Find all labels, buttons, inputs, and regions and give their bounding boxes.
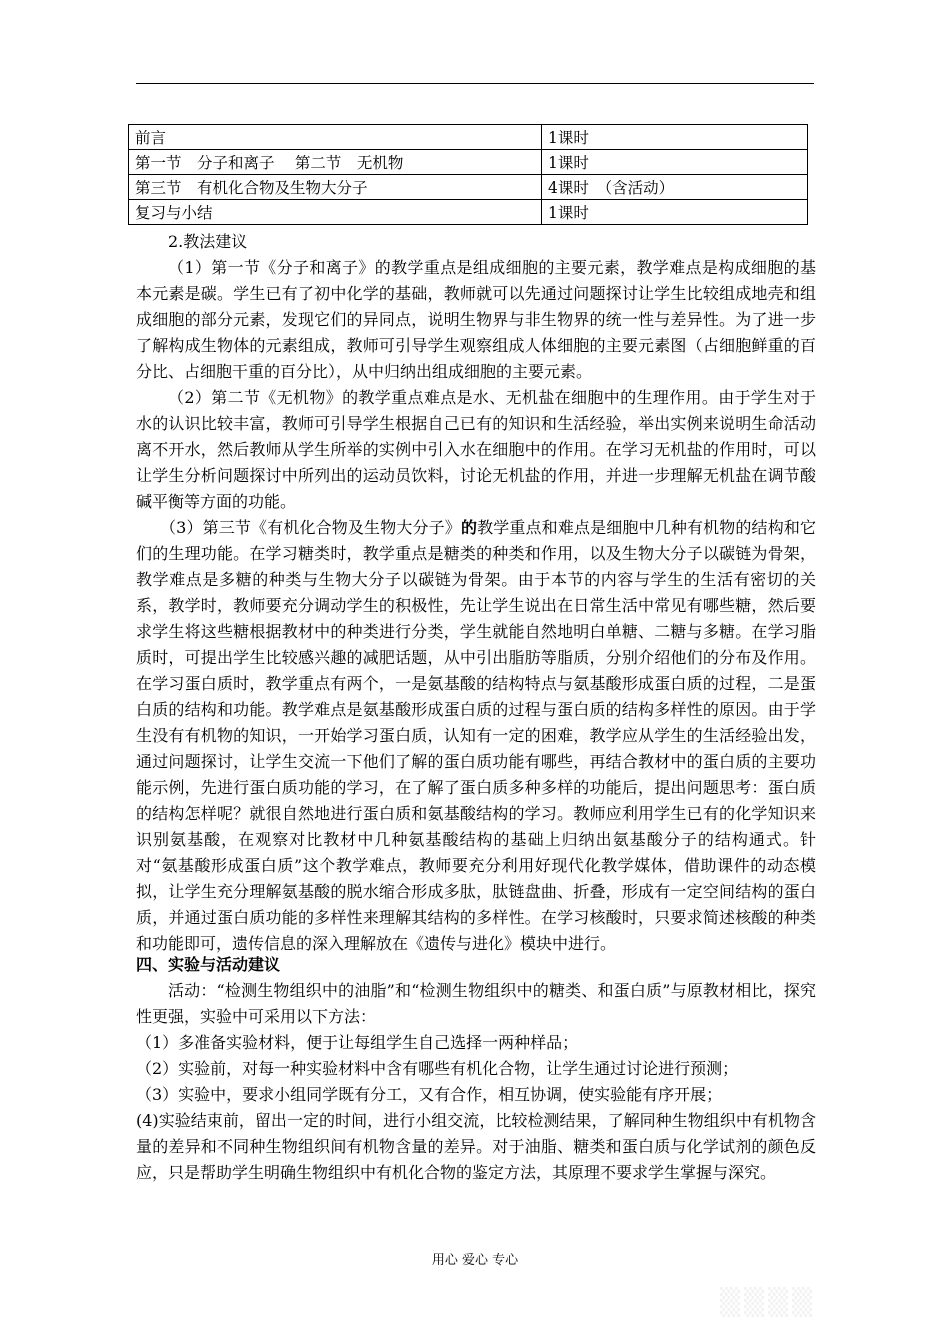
schedule-table xyxy=(128,124,808,225)
paragraph-3-bold: 的 xyxy=(460,518,478,537)
table-cell-topic: 复习与小结 xyxy=(129,200,542,225)
table-cell-topic: 前言 xyxy=(129,125,542,150)
paragraph-3-rest: 教学重点和难点是细胞中几种有机物的结构和它们的生理功能。在学习糖类时，教学重点是糖类的种类和作用，以及生物大分子以碳链为骨架，教学难点是多糖的种类与生物大分子以碳链为骨架。由于本节的内容与学生的生活有密切的关系，教学时，教师要充分调动学生的积极性，先让学生说出在日常生活中常见有哪些糖，然后要求学生将这些糖根据教材中的种类进行分类，学生就能自然地明白单糖、二糖与多糖。在学习脂质时，可提出学生比较感兴趣的减肥话题，从中引出脂肪等脂质，分别介绍他们的分布及作用。在学习蛋白质时，教学重点有两个，一是氨基酸的结构特点与氨基酸形成蛋白质的过程，二是蛋白质的结构和功能。教学难点是氨基酸形成蛋白质的过程与蛋白质的结构多样性的原因。由于学生没有有机物的知识，一开始学习蛋白质，认知有一定的困难，教学应从学生的生活经验出发，通过问题探讨，让学生交流一下他们了解的蛋白质功能有哪些，再结合教材中的蛋白质的主要功能示例，先进行蛋白质功能的学习，在了解了蛋白质多种多样的功能后，提出问题思考：蛋白质的结构怎样呢？就很自然地进行蛋白质和氨基酸结构的学习。教师应利用学生已有的化学知识来识别氨基酸，在观察对比教材中几种氨基酸结构的基础上归纳出氨基酸分子的结构通式。针对“氨基酸形成蛋白质”这个教学难点，教师要充分利用好现代化教学媒体，借助课件的动态模拟，让学生充分理解氨基酸的脱水缩合形成多肽，肽链盘曲、折叠，形成有一定空间结构的蛋白质，并通过蛋白质功能的多样性来理解其结构的多样性。在学习核酸时，只要求简述核酸的种类和功能即可，遗传信息的深入理解放在《遗传与进化》模块中进行。 xyxy=(136,518,816,953)
method-item: (4)实验结束前，留出一定的时间，进行小组交流，比较检测结果，了解同种生物组织中有机物含量的差异和不同种生物组织间有机物含量的差异。对于油脂、糖类和蛋白质与化学试剂的颜色反应，只是帮助学生明确生物组织中有机化合物的鉴定方法，其原理不要求学生掌握与深究。 xyxy=(136,1111,816,1182)
paragraph-2: （2）第二节《无机物》的教学重点难点是水、无机盐在细胞中的生理作用。由于学生对于水的认识比较丰富，教师可引导学生根据自己已有的知识和生活经验，举出实例来说明生命活动离不开水，然后教师从学生所举的实例中引入水在细胞中的作用。在学习无机盐的作用时，可以让学生分析问题探讨中所列出的运动员饮料，讨论无机盐的作用，并进一步理解无机盐在调节酸碱平衡等方面的功能。 xyxy=(136,388,816,511)
paragraph-3-prefix: （3）第三节《有机化合物及生物大分子》 xyxy=(160,518,461,537)
page-footer: 用心 爱心 专心 xyxy=(431,1253,519,1268)
table-cell-hours: 1课时 xyxy=(542,125,808,150)
table-row xyxy=(129,200,808,225)
paragraph-1: （1）第一节《分子和离子》的教学重点是组成细胞的主要元素，教学难点是构成细胞的基本元素是碳。学生已有了初中化学的基础，教师就可以先通过问题探讨让学生比较组成地壳和组成细胞的部分元素，发现它们的异同点，说明生物界与非生物界的统一性与差异性。为了进一步了解构成生物体的元素组成，教师可引导学生观察组成人体细胞的主要元素图（占细胞鲜重的百分比、占细胞干重的百分比），从中归纳出组成细胞的主要元素。 xyxy=(136,258,816,381)
watermark-logo: ▒▒▒▒ xyxy=(720,1288,816,1318)
table-cell-hours: 1课时 xyxy=(542,200,808,225)
method-item: （1）多准备实验材料，便于让每组学生自己选择一两种样品； xyxy=(136,1033,579,1052)
table-cell-hours: 1课时 xyxy=(542,150,808,175)
table-cell-topic: 第一节 分子和离子 第二节 无机物 xyxy=(129,150,542,175)
table-row xyxy=(129,125,808,150)
method-item: （2）实验前，对每一种实验材料中含有哪些有机化合物，让学生通过讨论进行预测； xyxy=(136,1059,739,1078)
table-row xyxy=(129,175,808,200)
table-cell-topic: 第三节 有机化合物及生物大分子 xyxy=(129,175,542,200)
table-cell-hours: 4课时 （含活动） xyxy=(542,175,808,200)
activity-intro: 活动：“检测生物组织中的油脂”和“检测生物组织中的糖类、和蛋白质”与原教材相比，探究性更强，实验中可采用以下方法： xyxy=(136,981,816,1026)
section-2-title: 2.教法建议 xyxy=(168,232,248,251)
header-rule xyxy=(136,83,814,84)
experiment-section xyxy=(136,952,816,1186)
teaching-suggestions xyxy=(136,229,816,957)
paragraph-3 xyxy=(136,515,816,957)
method-item: （3）实验中，要求小组同学既有分工，又有合作，相互协调，使实验能有序开展； xyxy=(136,1085,723,1104)
table-row xyxy=(129,150,808,175)
section-4-title: 四、实验与活动建议 xyxy=(136,955,281,974)
